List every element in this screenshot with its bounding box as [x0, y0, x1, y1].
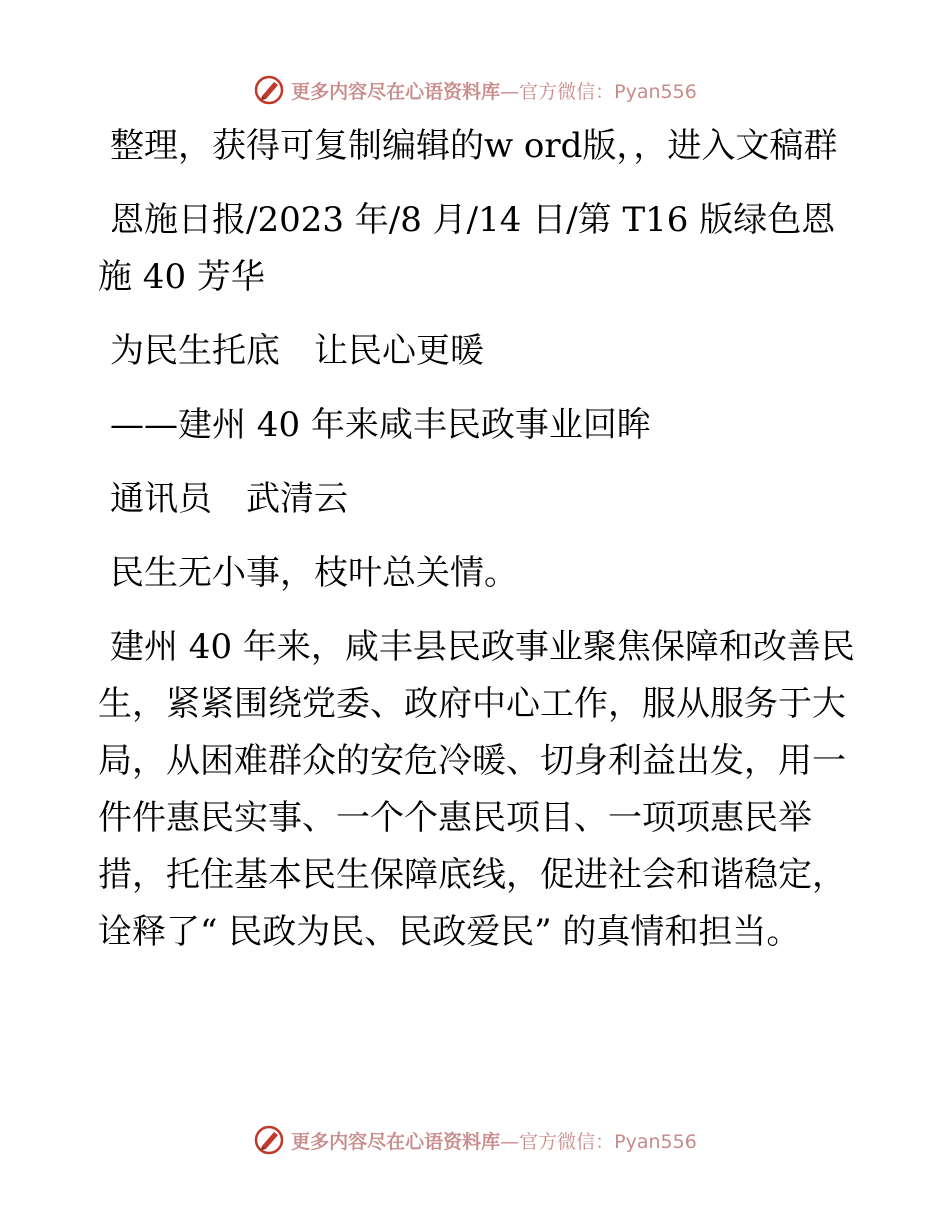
footer-watermark [0, 1120, 950, 1160]
paragraph: 通讯员 武清云 [110, 479, 348, 519]
paragraph: ——建州 40 年来咸丰民政事业回眸 [110, 405, 651, 445]
paragraph: 为民生托底 让民心更暖 [110, 331, 484, 371]
header-watermark [0, 70, 950, 110]
banner-sub-text: —官方微信：Pyan556 [500, 1130, 697, 1153]
paragraph: 民生无小事，枝叶总关情。 [110, 553, 518, 593]
paragraph: 建州 40 年来，咸丰县民政事业聚焦保障和改善民生，紧紧围绕党委、政府中心工作，服从服务于大局，从困难群众的安危冷暖、切身利益出发，用一件件惠民实事、一个个惠民项目、一项项惠民举措，托住基本民生保障底线，促进社会和谐稳定，诠释了“ 民政为民、民政爱民” 的真情和担当。 [98, 627, 855, 952]
document-body [98, 118, 858, 978]
banner-main-text: 更多内容尽在心语资料库 [291, 1130, 501, 1153]
pen-logo-icon [253, 1124, 285, 1156]
banner-sub-text: —官方微信：Pyan556 [500, 80, 697, 103]
banner-main-text: 更多内容尽在心语资料库 [291, 80, 501, 103]
paragraph: 恩施日报/2023 年/8 月/14 日/第 T16 版绿色恩施 40 芳华 [98, 200, 836, 297]
pen-logo-icon [253, 74, 285, 106]
paragraph: 整理，获得可复制编辑的w ord版，，进入文稿群 [110, 126, 838, 166]
